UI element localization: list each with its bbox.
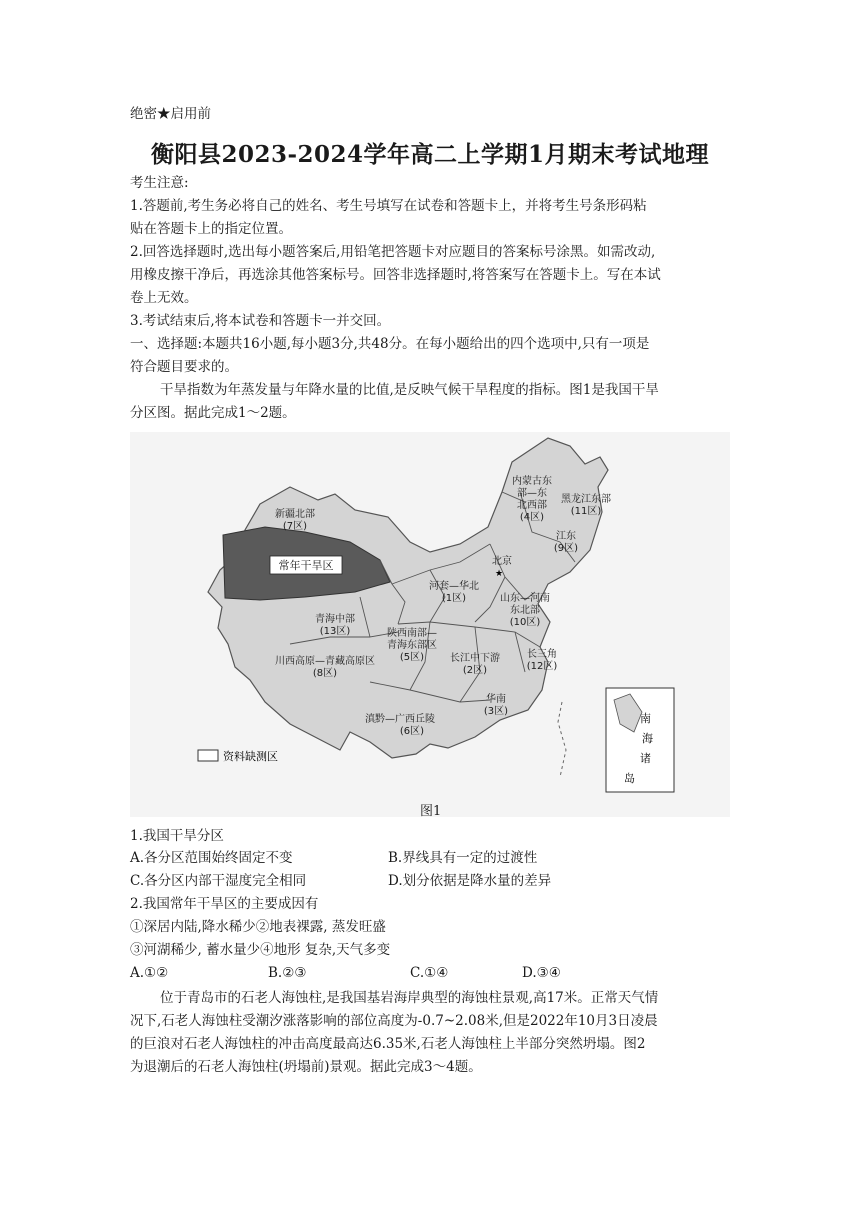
secret-mark: 绝密★启用前 bbox=[130, 106, 211, 122]
notice-heading: 考生注意: bbox=[130, 175, 189, 191]
intro-paragraph-2: 的巨浪对石老人海蚀柱的冲击高度最高达6.35米,石老人海蚀柱上半部分突然坍塌。图2 bbox=[130, 1036, 646, 1052]
q2-statement-line: ①深居内陆,降水稀少②地表裸露, 蒸发旺盛 bbox=[130, 919, 386, 935]
region-label-xinjiang-num: (7区) bbox=[282, 521, 308, 532]
legend-label: 资料缺测区 bbox=[223, 750, 278, 763]
q1-option-d[interactable]: D.划分依据是降水量的差异 bbox=[388, 873, 552, 889]
q2-option-a[interactable]: A.①② bbox=[130, 965, 169, 981]
region-label-neimeng-2: 部—东 bbox=[517, 488, 547, 499]
legend-swatch bbox=[198, 750, 218, 761]
notice-line: 3.考试结束后,将本试卷和答题卡一并交回。 bbox=[130, 313, 391, 329]
inset-label-2: 海 bbox=[642, 732, 653, 745]
region-label-neimeng-num: (4区) bbox=[519, 512, 545, 523]
section-heading: 一、选择题:本题共16小题,每小题3分,共48分。在每小题给出的四个选项中,只有一项是 bbox=[130, 336, 650, 352]
region-label-chuanxi: 川西高原—青藏高原区 bbox=[275, 656, 375, 667]
inset-label-4: 岛 bbox=[624, 772, 635, 785]
region-label-jiangdong: 江东 bbox=[556, 531, 576, 542]
intro-paragraph: 干旱指数为年蒸发量与年降水量的比值,是反映气候干旱程度的指标。图1是我国干旱 bbox=[160, 382, 659, 398]
region-label-changsanjiao-num: (12区) bbox=[526, 661, 558, 672]
notice-line: 2.回答选择题时,选出每小题答案后,用铅笔把答题卡对应题目的答案标号涂黑。如需改动, bbox=[130, 244, 656, 260]
q2-option-c[interactable]: C.①④ bbox=[410, 965, 449, 981]
region-label-changjiang-num: (2区) bbox=[462, 665, 488, 676]
q2-statement-line: ③河湖稀少, 蓄水量少④地形 复杂,天气多变 bbox=[130, 942, 391, 958]
region-label-shandong-num: (10区) bbox=[509, 617, 541, 628]
region-label-changsanjiao: 长三角 bbox=[527, 649, 557, 660]
q2-option-b[interactable]: B.②③ bbox=[268, 965, 307, 981]
question-1-stem: 1.我国干旱分区 bbox=[130, 828, 224, 844]
notice-line: 贴在答题卡上的指定位置。 bbox=[130, 221, 292, 237]
beijing-star-icon: ★ bbox=[494, 569, 504, 579]
region-label-xinjiang: 新疆北部 bbox=[275, 509, 315, 520]
page-title: 衡阳县2023-2024学年高二上学期1月期末考试地理 bbox=[150, 141, 710, 168]
q1-option-b[interactable]: B.界线具有一定的过渡性 bbox=[388, 850, 538, 866]
region-label-hetao: 河套—华北 bbox=[429, 581, 479, 592]
region-label-shaanxi: 陕西南部— bbox=[387, 628, 437, 639]
figure-label: 图1 bbox=[420, 804, 442, 819]
region-label-shandong-2: 东北部 bbox=[510, 605, 540, 616]
region-label-neimeng: 内蒙古东 bbox=[512, 476, 552, 487]
intro-paragraph-2: 位于青岛市的石老人海蚀柱,是我国基岩海岸典型的海蚀柱景观,高17米。正常天气情 bbox=[160, 990, 659, 1006]
notice-line: 用橡皮擦干净后，再选涂其他答案标号。回答非选择题时,将答案写在答题卡上。写在本试 bbox=[130, 267, 661, 283]
region-label-jiangdong-num: (9区) bbox=[553, 543, 579, 554]
region-label-chuanxi-num: (8区) bbox=[312, 668, 338, 679]
region-label-huanan-num: (3区) bbox=[483, 706, 509, 717]
q1-option-a[interactable]: A.各分区范围始终固定不变 bbox=[130, 850, 293, 866]
q1-option-c[interactable]: C.各分区内部干湿度完全相同 bbox=[130, 873, 307, 889]
region-label-dianqian: 滇黔—广西丘陵 bbox=[365, 714, 435, 725]
region-label-qinghai-num: (13区) bbox=[319, 626, 351, 637]
region-label-arid: 常年干旱区 bbox=[278, 559, 334, 572]
region-label-neimeng-3: 北西部 bbox=[517, 500, 547, 511]
inset-label-1: 南 bbox=[640, 712, 651, 725]
region-label-shaanxi-2: 青海东部区 bbox=[387, 640, 437, 651]
region-label-shandong: 山东—河南 bbox=[500, 593, 550, 604]
region-label-dianqian-num: (6区) bbox=[399, 726, 425, 737]
intro-paragraph: 分区图。据此完成1～2题。 bbox=[130, 405, 296, 421]
intro-paragraph-2: 况下,石老人海蚀柱受潮汐涨落影响的部位高度为-0.7~2.08米,但是2022年10月3日凌晨 bbox=[130, 1013, 658, 1029]
section-heading: 符合题目要求的。 bbox=[130, 359, 238, 375]
drought-zone-map bbox=[130, 432, 730, 817]
question-2-stem: 2.我国常年干旱区的主要成因有 bbox=[130, 896, 319, 912]
intro-paragraph-2: 为退潮后的石老人海蚀柱(坍塌前)景观。据此完成3～4题。 bbox=[130, 1059, 482, 1075]
region-label-changjiang: 长江中下游 bbox=[450, 653, 500, 664]
inset-label-3: 诸 bbox=[640, 752, 651, 765]
q2-option-d[interactable]: D.③④ bbox=[522, 965, 561, 981]
region-label-heilong-num: (11区) bbox=[570, 506, 602, 517]
notice-line: 1.答题前,考生务必将自己的姓名、考生号填写在试卷和答题卡上，并将考生号条形码粘 bbox=[130, 198, 647, 214]
region-label-beijing: 北京 bbox=[492, 556, 512, 567]
region-label-shaanxi-num: (5区) bbox=[399, 652, 425, 663]
region-label-heilong: 黑龙江东部 bbox=[561, 494, 611, 505]
region-label-huanan: 华南 bbox=[486, 694, 506, 705]
region-label-qinghai: 青海中部 bbox=[315, 614, 355, 625]
notice-line: 卷上无效。 bbox=[130, 290, 198, 306]
region-label-hetao-num: (1区) bbox=[441, 593, 467, 604]
